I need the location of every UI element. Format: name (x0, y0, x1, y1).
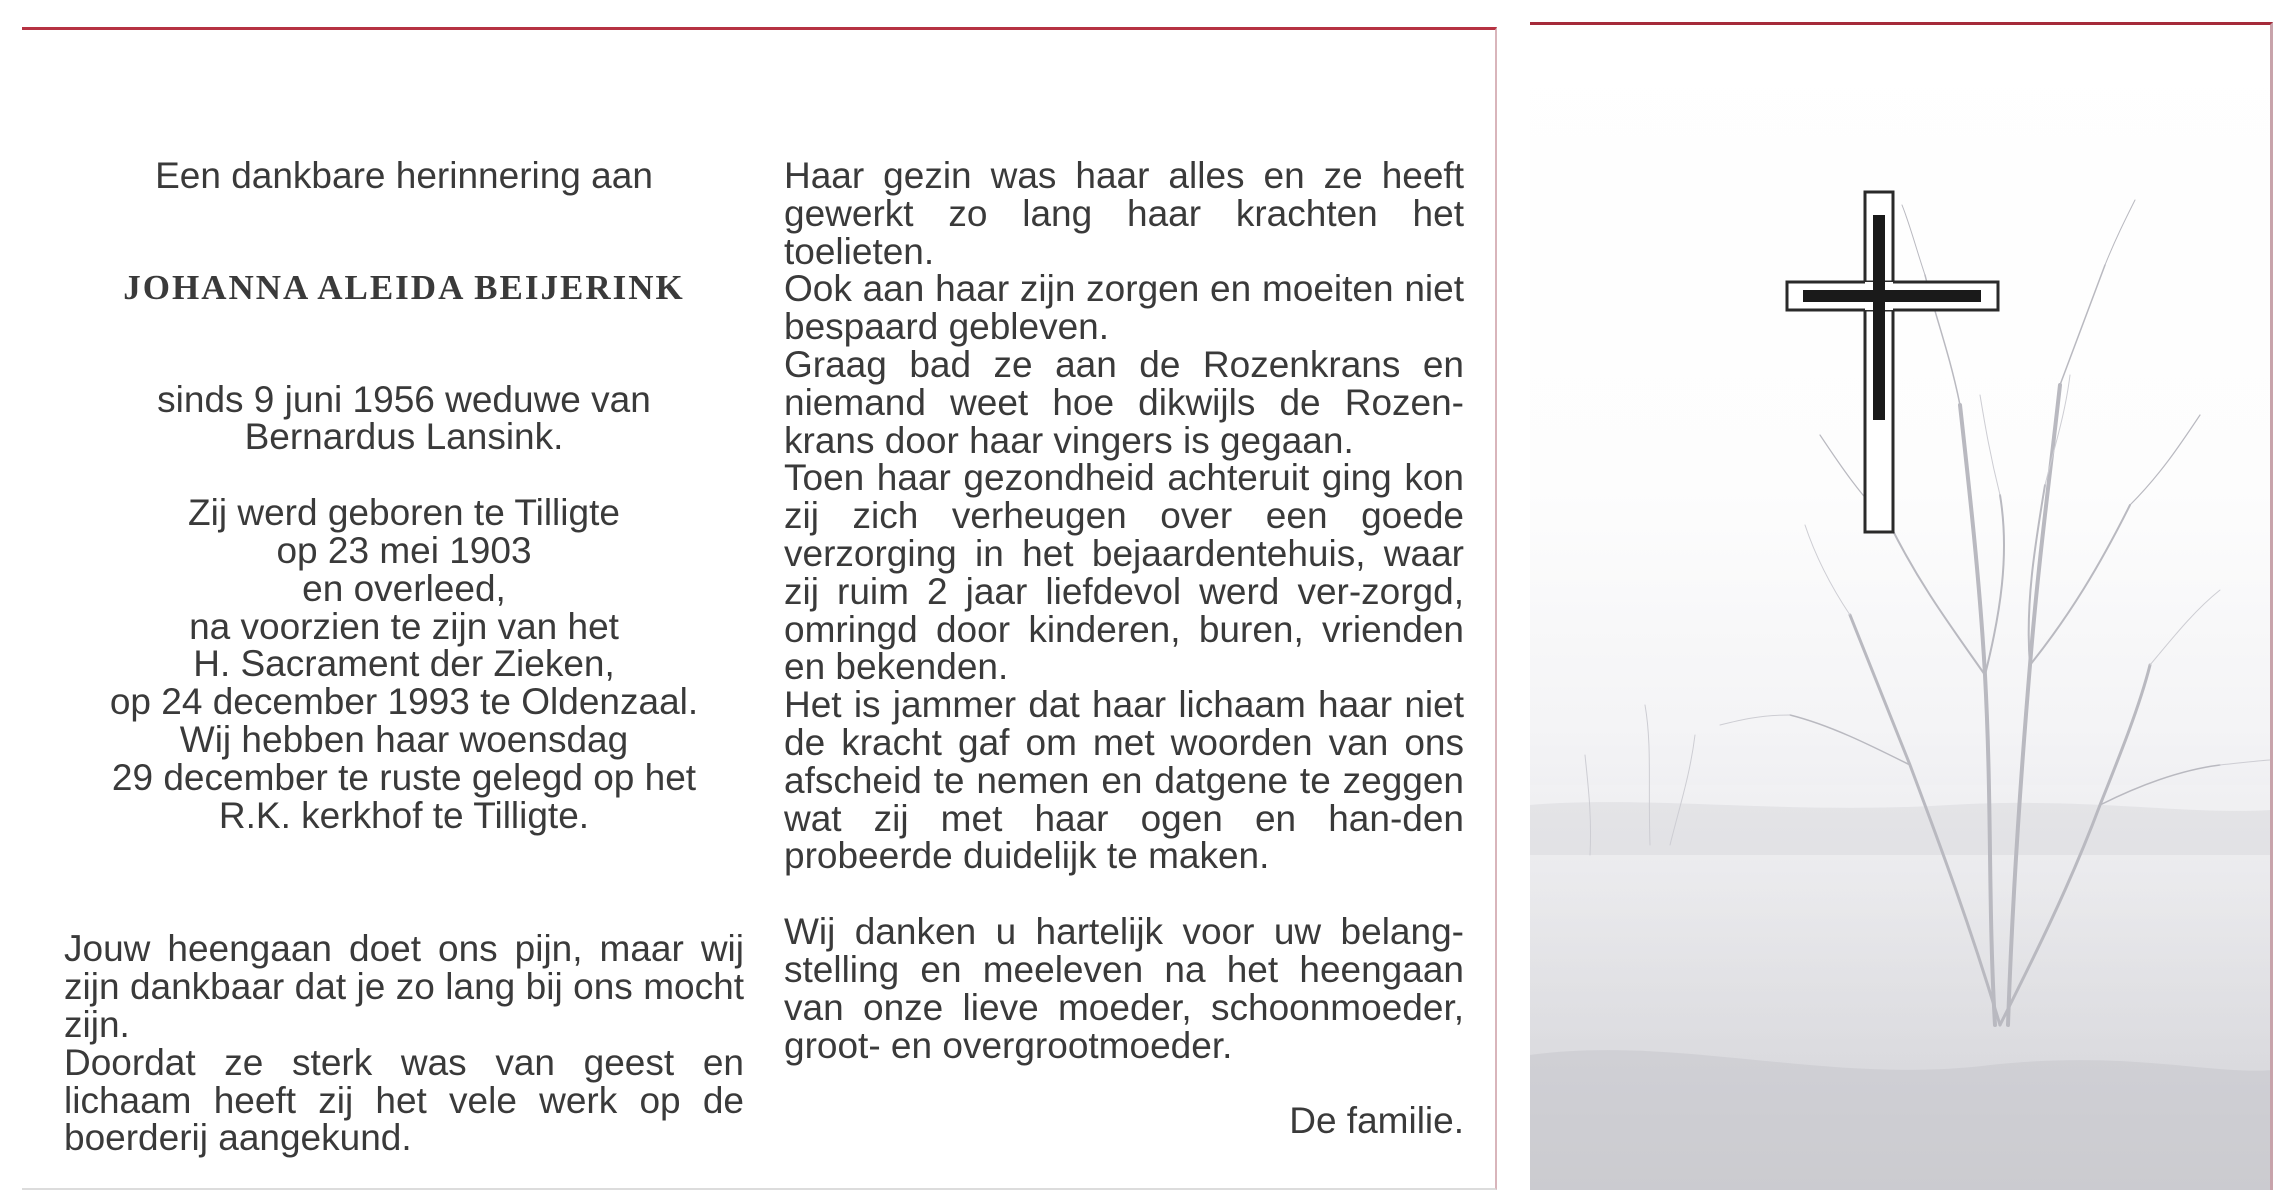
widow-line-2: Bernardus Lansink. (244, 416, 564, 458)
thanks-paragraph: Wij danken u hartelijk voor uw belang-stelling en meeleven na het heengaan van onze lieve moeder, schoonmoeder, groot- en overgrootmoeder. (784, 911, 1464, 1066)
right-text-column (784, 157, 1464, 1140)
life-line: 29 december te ruste gelegd op het (111, 756, 697, 798)
intro-line: Een dankbare herinnering aan (155, 155, 653, 196)
life-details (64, 494, 744, 834)
memorial-card-text-page (22, 27, 1497, 1190)
care-home-paragraph: Toen haar gezondheid achteruit ging kon zij zich verheugen over een goede verzorging in het bejaardentehuis, waar zij ruim 2 jaar liefdevol werd ver-zorgd, omringd door kinderen, buren, vrienden en bekenden. (784, 457, 1464, 688)
life-line: en overleed, (302, 567, 506, 609)
rosary-paragraph: Graag bad ze aan de Rozenkrans en niemand weet hoe dikwijls de Rozen-krans door haar vingers is gegaan. (784, 343, 1464, 461)
verse-paragraph-2: Doordat ze sterk was van geest en lichaam heeft zij het vele werk op de boerderij aangekund. (64, 1041, 744, 1159)
life-line: op 24 december 1993 te Oldenzaal. (109, 681, 699, 723)
signature: De familie. (1289, 1100, 1464, 1142)
farewell-paragraph: Het is jammer dat haar lichaam haar niet de kracht gaf om met woorden van ons afscheid te nemen en datgene te zeggen wat zij met haar ogen en han-den probeerde duidelijk te maken. (784, 684, 1464, 877)
life-line: na voorzien te zijn van het (189, 605, 619, 647)
life-line: op 23 mei 1903 (276, 529, 532, 571)
life-line: H. Sacrament der Zieken, (193, 643, 615, 685)
life-line: Wij hebben haar woensdag (179, 718, 629, 760)
verse-paragraph-1: Jouw heengaan doet ons pijn, maar wij zijn dankbaar dat je zo lang bij ons mocht zijn. (64, 928, 744, 1045)
life-line: R.K. kerkhof te Tilligte. (218, 794, 590, 836)
life-line: Zij werd geboren te Tilligte (188, 492, 620, 534)
worries-paragraph: Ook aan haar zijn zorgen en moeiten niet bespaard gebleven. (784, 268, 1464, 348)
cross-icon (1785, 190, 2000, 535)
family-paragraph: Haar gezin was haar alles en ze heeft gewerkt zo lang haar krachten het toelieten. (784, 155, 1464, 272)
widow-line-1: sinds 9 juni 1956 weduwe van (157, 378, 651, 420)
memorial-card-image-page (1530, 22, 2273, 1190)
deceased-name: JOHANNA ALEIDA BEIJERINK (123, 267, 685, 307)
left-text-column (64, 157, 744, 1157)
